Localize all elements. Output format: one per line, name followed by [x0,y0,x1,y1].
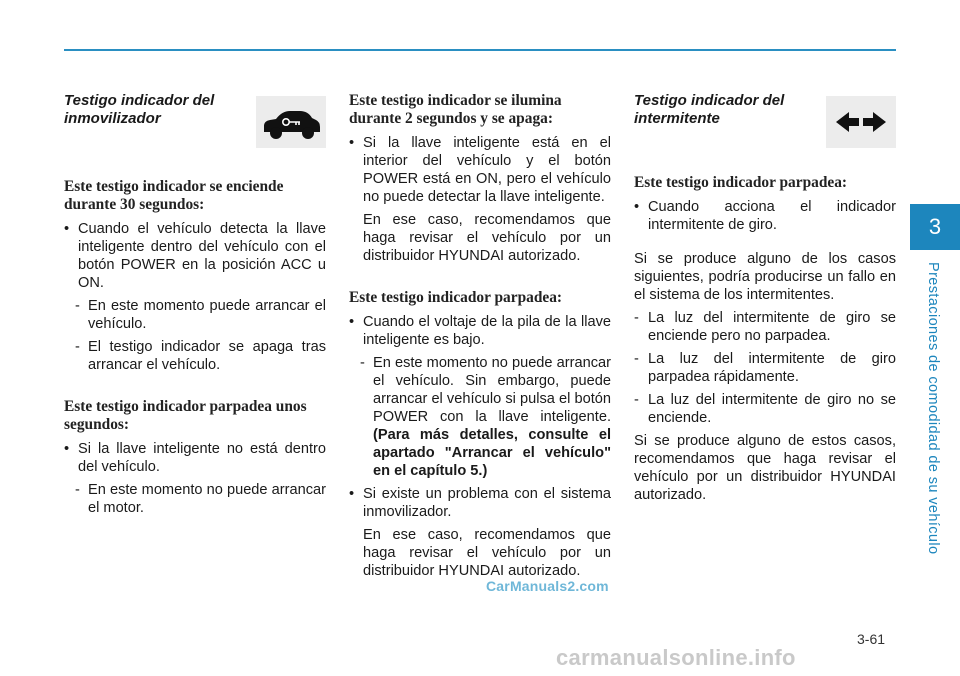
bullet-item: • Si la llave inteligente está en el interior del vehículo y el botón POWER está en ON, pero el vehículo no puede detectar la llave inteligente. [349,134,611,206]
sub-heading: Este testigo indicador parpadea unos segundos: [64,398,307,433]
immobilizer-icon-box [256,96,326,148]
paragraph: En ese caso, recomendamos que haga revisar el vehículo por un distribuidor HYUNDAI autorizado. [363,212,611,264]
bullet-item: • Si la llave inteligente no está dentro del vehículo. [64,440,326,476]
dash-item: - El testigo indicador se apaga tras arrancar el vehículo. [75,339,326,373]
car-key-icon [256,96,326,148]
dash-item: - En este momento puede arrancar el vehículo. [75,298,326,332]
sub-heading: Este testigo indicador parpadea: [349,289,563,306]
bullet-item: • Cuando acciona el indicador intermitente de giro. [634,198,896,234]
top-rule [64,49,896,51]
paragraph: Si se produce alguno de los casos siguientes, podría producirse un fallo en el sistema de los intermitentes. [634,251,896,303]
bullet-item: • Cuando el vehículo detecta la llave inteligente dentro del vehículo con el botón POWER en la posición ACC u ON. [64,220,326,292]
watermark: CarManuals2.com [486,578,609,594]
heading-turn-signal: Testigo indicador del intermitente [634,92,785,127]
dash-item: - La luz del intermitente de giro parpadea rápidamente. [634,351,896,385]
paragraph: En ese caso, recomendamos que haga revisar el vehículo por un distribuidor HYUNDAI autorizado. [363,527,611,579]
sub-heading: Este testigo indicador se enciende durante 30 segundos: [64,178,284,213]
dash-item: - En este momento no puede arrancar el vehículo. Sin embargo, puede arrancar el vehículo si pulsa el botón POWER con la llave inteligente. (Para más detalles, consulte el apartado "Arrancar el vehículo" en el capítulo 5.) [360,355,611,479]
dash-item: - En este momento no puede arrancar el motor. [75,482,326,516]
dash-item: - La luz del intermitente de giro no se enciende. [634,392,896,426]
chapter-title: Prestaciones de comodidad de su vehículo [925,262,941,555]
bold-reference: (Para más detalles, consulte el apartado "Arrancar el vehículo" en el capítulo 5.) [373,427,611,479]
footer-watermark: carmanualsonline.info [556,645,796,670]
paragraph: Si se produce alguno de estos casos, recomendamos que haga revisar el vehículo por un distribuidor HYUNDAI autorizado. [634,433,896,503]
heading-immobilizer: Testigo indicador del inmovilizador [64,92,215,127]
sub-heading: Este testigo indicador se ilumina durante 2 segundos y se apaga: [349,92,562,127]
column-immobilizer [64,92,326,517]
bullet-item: • Cuando el voltaje de la pila de la llave inteligente es bajo. [349,313,611,349]
page-number: 3-61 [857,631,886,647]
sub-heading: Este testigo indicador parpadea: [634,174,848,191]
turn-signal-icon-box [826,96,896,148]
turn-signal-arrows-icon [826,96,896,148]
dash-item: - La luz del intermitente de giro se enciende pero no parpadea. [634,310,896,344]
column-turn-signal [634,92,896,504]
column-immobilizer-cont [349,92,611,580]
chapter-tab: 3 [910,204,960,250]
bullet-item: • Si existe un problema con el sistema inmovilizador. [349,485,611,521]
